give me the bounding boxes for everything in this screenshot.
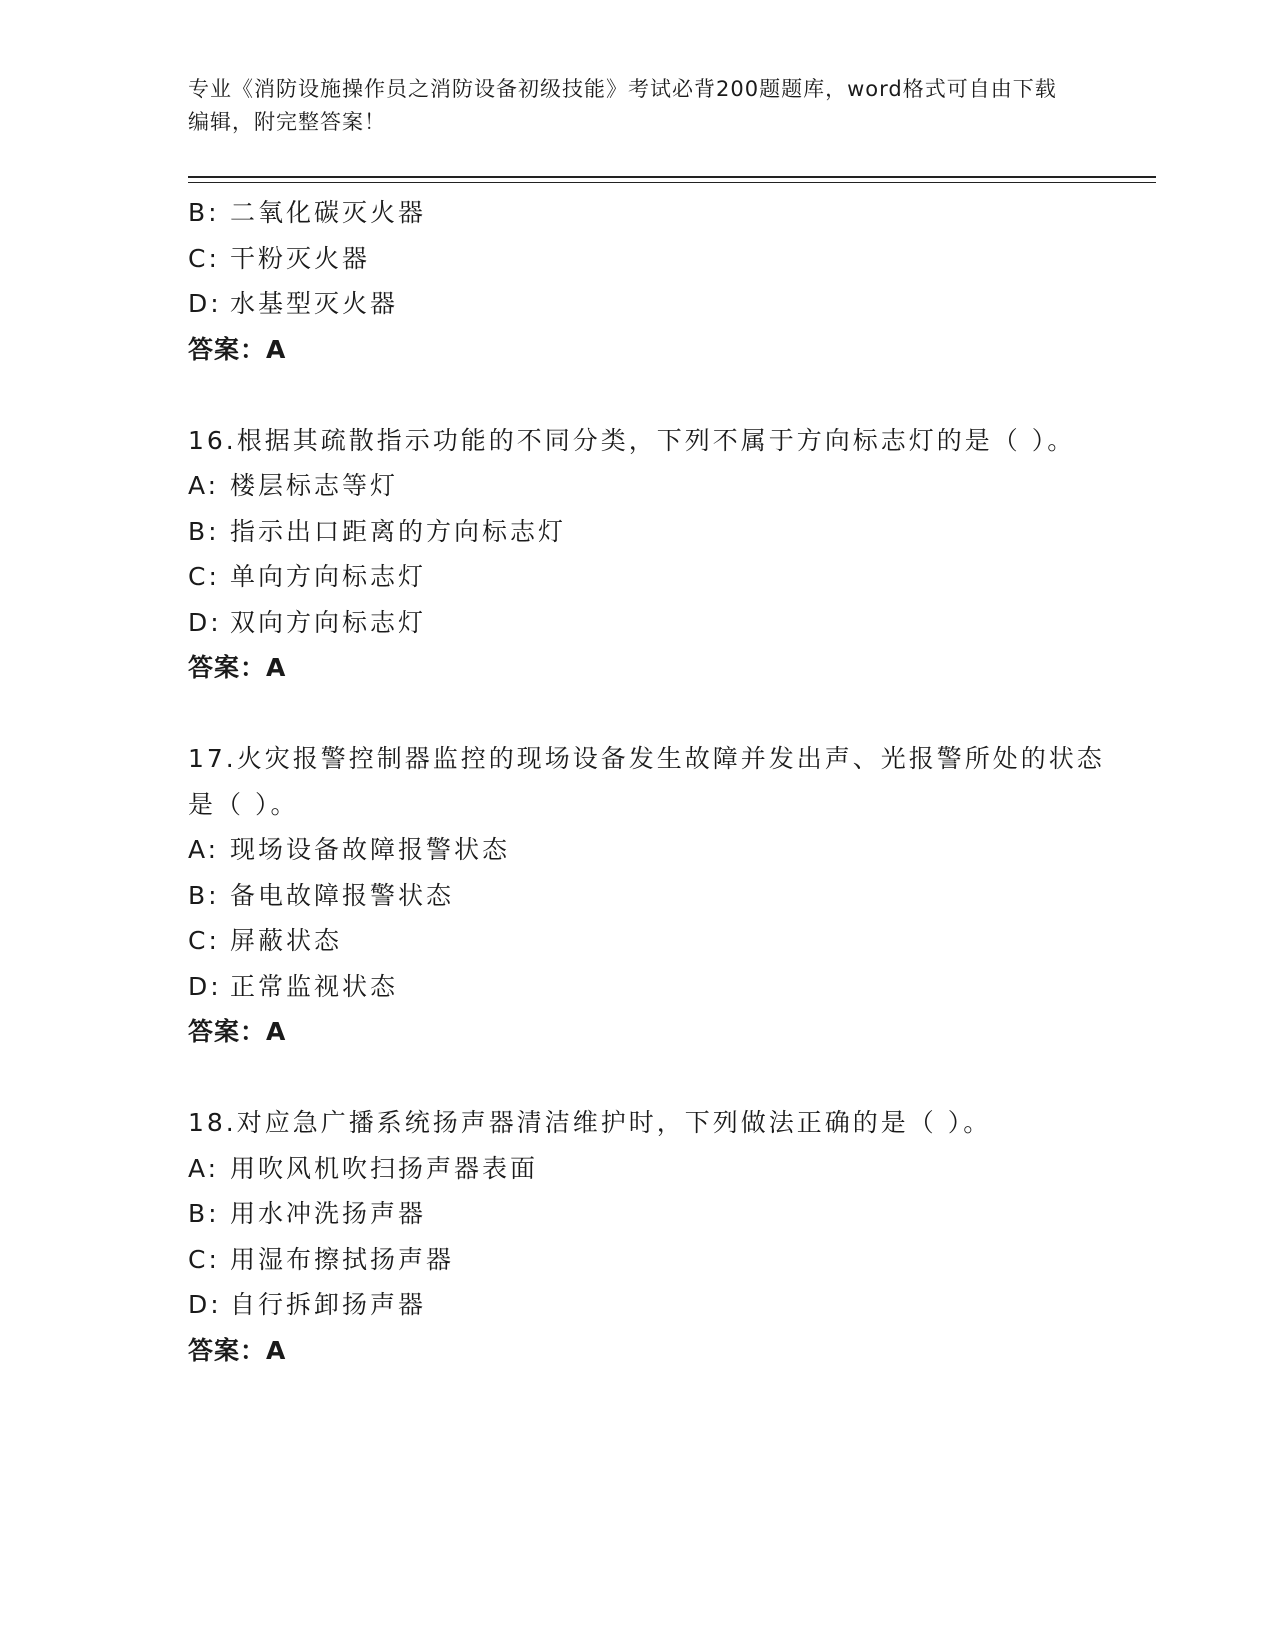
partial-question (188, 190, 1118, 372)
option-b (188, 873, 1118, 919)
option-text: 水基型灭火器 (230, 289, 399, 318)
option-letter: C: (188, 1244, 220, 1274)
document-header: 专业《消防设施操作员之消防设备初级技能》考试必背200题题库，word格式可自由下载编辑，附完整答案！ (188, 77, 1057, 134)
option-text: 双向方向标志灯 (230, 607, 427, 637)
option-text: 单向方向标志灯 (230, 562, 427, 591)
option-text: 楼层标志等灯 (230, 471, 399, 500)
option-text: 现场设备故障报警状态 (230, 835, 511, 864)
option-text: 二氧化碳灭火器 (230, 198, 427, 227)
option-letter: B: (188, 1199, 220, 1228)
option-text: 用湿布擦拭扬声器 (230, 1244, 455, 1274)
option-c (188, 918, 1118, 964)
answer-line: 答案：A (188, 1017, 287, 1046)
option-letter: C: (188, 562, 220, 591)
option-d (188, 600, 1118, 646)
answer-line: 答案：A (188, 334, 287, 364)
option-letter: B: (188, 880, 220, 910)
answer-line: 答案：A (188, 653, 287, 682)
option-letter: A: (188, 835, 220, 864)
question-stem: 17.火灾报警控制器监控的现场设备发生故障并发出声、光报警所处的状态是（ ）。 (188, 744, 1105, 819)
option-text: 干粉灭火器 (230, 243, 371, 273)
question-stem: 16.根据其疏散指示功能的不同分类，下列不属于方向标志灯的是（ ）。 (188, 425, 1076, 455)
question-17 (188, 736, 1118, 1055)
option-letter: D: (188, 289, 222, 318)
spacer (188, 1055, 1118, 1101)
option-text: 自行拆卸扬声器 (230, 1290, 427, 1319)
option-a (188, 1146, 1118, 1192)
option-letter: D: (188, 607, 222, 637)
spacer (188, 691, 1118, 737)
option-letter: D: (188, 1290, 222, 1319)
option-d (188, 1282, 1118, 1328)
option-letter: A: (188, 1153, 220, 1183)
option-d (188, 964, 1118, 1010)
option-letter: C: (188, 926, 220, 955)
question-16 (188, 418, 1118, 691)
option-a (188, 827, 1118, 873)
spacer (188, 372, 1118, 418)
option-d (188, 281, 1118, 327)
option-text: 指示出口距离的方向标志灯 (230, 516, 567, 546)
question-18 (188, 1100, 1118, 1373)
option-c (188, 236, 1118, 282)
option-a (188, 463, 1118, 509)
option-b (188, 190, 1118, 236)
question-list (188, 190, 1118, 1373)
option-letter: A: (188, 471, 220, 500)
option-text: 屏蔽状态 (230, 926, 343, 955)
option-text: 备电故障报警状态 (230, 880, 455, 910)
option-c (188, 1237, 1118, 1283)
option-letter: B: (188, 516, 220, 546)
option-c (188, 554, 1118, 600)
answer-line: 答案：A (188, 1335, 287, 1365)
question-stem: 18.对应急广播系统扬声器清洁维护时，下列做法正确的是（ ）。 (188, 1108, 992, 1137)
option-b (188, 509, 1118, 555)
header-rule-thin (188, 182, 1156, 183)
option-letter: D: (188, 971, 222, 1001)
option-text: 用吹风机吹扫扬声器表面 (230, 1153, 539, 1183)
option-text: 用水冲洗扬声器 (230, 1199, 427, 1228)
header-rule-thick (188, 176, 1156, 178)
option-letter: B: (188, 198, 220, 227)
option-letter: C: (188, 243, 220, 273)
option-text: 正常监视状态 (230, 971, 399, 1001)
option-b (188, 1191, 1118, 1237)
